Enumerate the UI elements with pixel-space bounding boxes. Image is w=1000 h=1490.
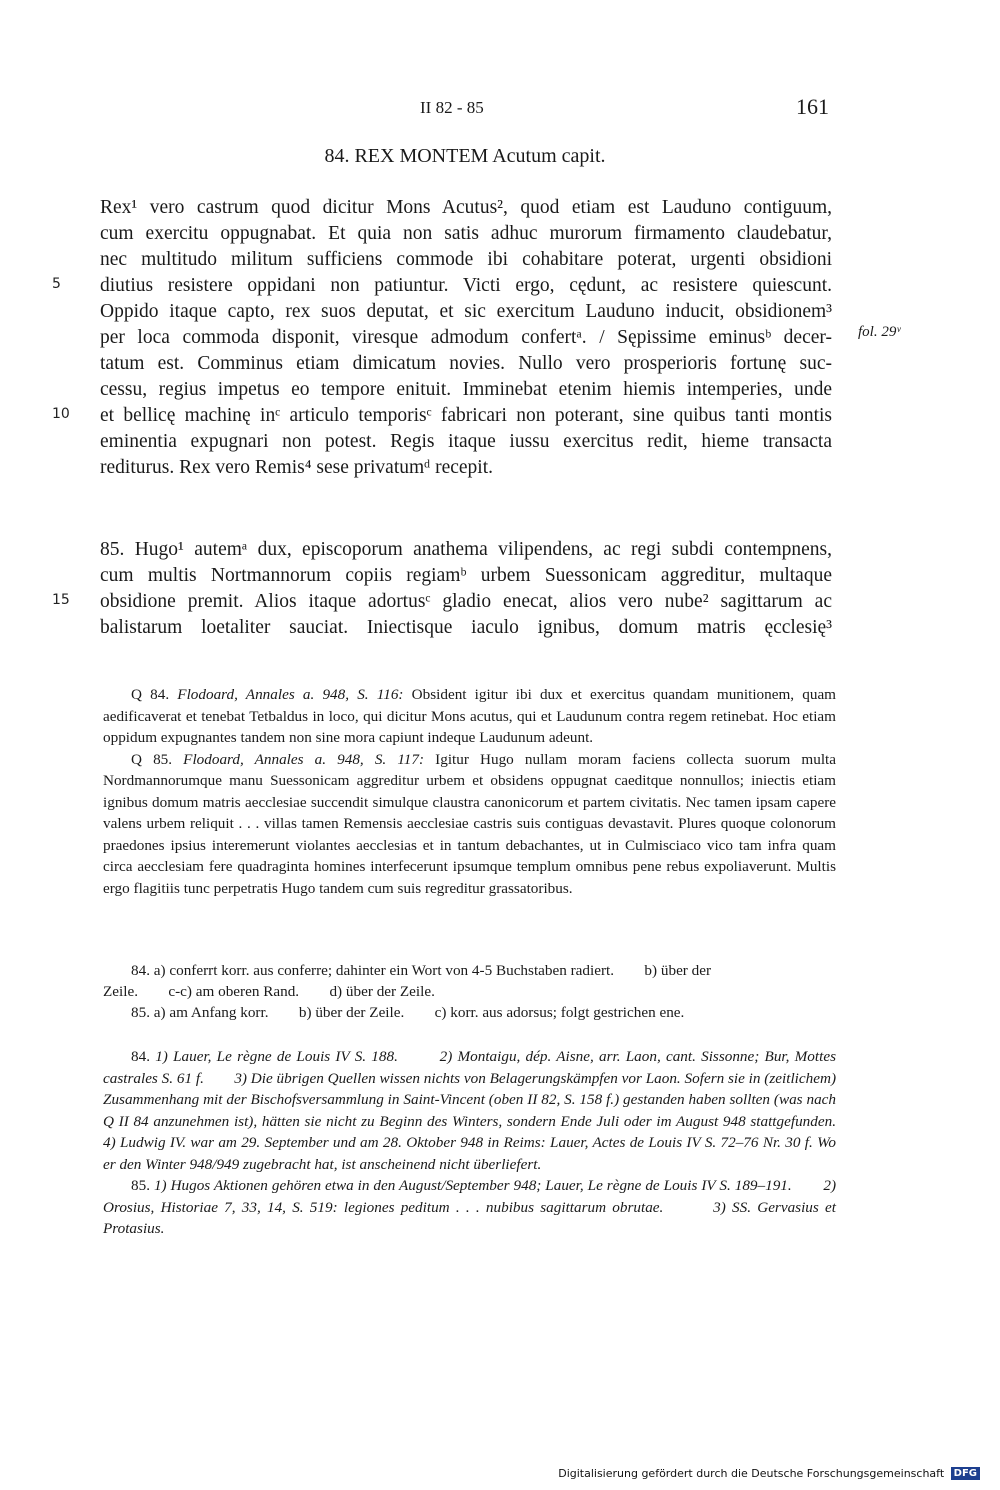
textual-apparatus <box>103 960 836 1023</box>
sources-block <box>103 684 836 899</box>
text-line: cum exercitu oppugnabat. Et quia non satis adhuc murorum firmamento claudebatur, <box>100 223 832 244</box>
text-line: et bellicę machinę inᶜ articulo temporisᶜ fabricari non poterant, sine quibus tanti montis <box>100 405 832 426</box>
dfg-logo: DFG <box>951 1467 980 1480</box>
line-number: 5 <box>52 276 61 292</box>
chapter-85-text <box>100 537 832 641</box>
text-line: eminentia expugnari non potest. Regis itaque iussu exercitus redit, hieme transacta <box>100 431 832 452</box>
line-number: 10 <box>52 406 70 422</box>
text-line: 85. Hugo¹ autemᵃ dux, episcoporum anathema vilipendens, ac regi subdi contempnens, <box>100 539 832 560</box>
line-number: 15 <box>52 592 70 608</box>
footer-text: Digitalisierung gefördert durch die Deutsche Forschungsgemeinschaft <box>558 1466 945 1480</box>
commentary-label: 85. <box>131 1177 150 1194</box>
source-label: Q 84. <box>131 686 170 703</box>
page-number: 161 <box>796 94 829 119</box>
text-line: Oppido itaque capto, rex suos deputat, et sic exercitum Lauduno inducit, obsidionem³ <box>100 301 832 322</box>
commentary-text: 1) Hugos Aktionen gehören etwa in den August/September 948; Lauer, Le règne de Louis IV S. 189–191. 2) Orosius, Historiae 7, 33, 14, S. 519: legiones peditum . . . nubibus sagittarum obrutae. 3) SS. Gervasius et Protasius. <box>103 1177 840 1237</box>
chapter-title: 84. REX MONTEM Acutum capit. <box>324 145 606 167</box>
source-text: Igitur Hugo nullam moram faciens collecta suorum multa Nordmannorumque manu Suessonicam aggreditur urbem et obsidens oppugnat caeditque nonnullos; iniectis etiam ignibus domum matris aecclesiae succendit simulque claustra canonicorum et partem civitatis. Nec tamen ipsam capere valens urbem reliquit . . . villas tamen Remensis aecclesiae castris suis contiguas devastavit. Plures quoque colonorum praedones ipsius interemerunt violantes aecclesias et in tantum debachantes, ut in Culmisciaco vico tam infra quam circa aecclesiam fere quadraginta homines interfecerunt ipsumque templum omnibus pene rebus expoliaverunt. Multis ergo flagitiis tunc perpetratis Hugo tandem cum suis regreditur grassatoribus. <box>103 750 836 897</box>
source-q84 <box>103 684 836 749</box>
source-reference: Flodoard, Annales a. 948, S. 117: <box>183 750 425 768</box>
text-line: per loca commoda disponit, viresque admodum confertᵃ. / Sępissime eminusᵇ decer- <box>100 327 832 348</box>
source-q85 <box>103 749 836 900</box>
text-line: Rex¹ vero castrum quod dicitur Mons Acutus², quod etiam est Lauduno contiguum, <box>100 197 832 218</box>
text-line: balistarum loetaliter sauciat. Iniectisque iaculo ignibus, domum matris ęcclesię³ <box>100 617 832 638</box>
apparatus-line: Zeile. c-c) am oberen Rand. d) über der Zeile. <box>103 983 435 1000</box>
source-reference: Flodoard, Annales a. 948, S. 116: <box>177 686 404 703</box>
commentary-84 <box>103 1046 867 1175</box>
digitization-footer <box>558 1467 980 1481</box>
commentary-text: 1) Lauer, Le règne de Louis IV S. 188. 2) Montaigu, dép. Aisne, arr. Laon, cant. Sissonne; Bur, Mottes castrales S. 61 f. 3) Die übrigen Quellen wissen nichts von Belagerungskämpfen vor Laon. Sofern sie in (zeitlichem) Zusammenhang mit der Bischofsversammlung in Saint-Vincent (oben II 82, S. 158 f.) gestanden haben sollten (was nach Q II 84 anzunehmen ist), hätten sie nicht zu Beginn des Winters, sondern Ende Juli oder im August 948 stattgefunden. 4) Ludwig IV. war am 29. September und am 28. Oktober 948 in Reims: Lauer, Actes de Louis IV S. 72–76 Nr. 30 f. Wo er den Winter 948/949 zugebracht hat, ist anscheinend nicht überliefert. <box>103 1048 867 1173</box>
text-line: cum multis Nortmannorum copiis regiamᵇ urbem Suessonicam aggreditur, multaque <box>100 565 832 586</box>
folio-mark: fol. 29ᵛ <box>858 324 901 340</box>
apparatus-line: 84. a) conferrt korr. aus conferre; dahinter ein Wort von 4-5 Buchstaben radiert. b) über der <box>131 962 712 979</box>
text-line: diutius resistere oppidani non patiuntur. Victi ergo, cędunt, ac resistere quiescunt. <box>100 275 832 296</box>
section-reference: II 82 - 85 <box>420 98 484 117</box>
source-text: Obsident igitur ibi dux et exercitus quandam munitionem, quam aedificaverat et tenebat Tetbaldus in loco, qui dicitur Mons acutus, qui et Laudunum contra regem retinebat. Hoc etiam oppidum expugnantes tandem non sine mora capiunt indeque Laudunum adeunt. <box>103 686 836 746</box>
chapter-84-text <box>100 195 832 481</box>
commentary-85 <box>103 1175 840 1240</box>
text-line: rediturus. Rex vero Remis⁴ sese privatumᵈ recepit. <box>100 457 494 478</box>
text-line: obsidione premit. Alios itaque adortusᶜ gladio enecat, alios vero nube² sagittarum ac <box>100 591 832 612</box>
text-line: nec multitudo militum sufficiens commode ibi cohabitare poterat, urgenti obsidioni <box>100 249 832 270</box>
text-line: tatum est. Comminus etiam dimicatum novies. Nullo vero prosperioris fortunę suc- <box>100 353 832 374</box>
source-label: Q 85. <box>131 750 173 768</box>
running-header <box>0 94 1000 122</box>
commentary-label: 84. <box>131 1048 150 1065</box>
commentary-block <box>103 1046 867 1240</box>
apparatus-line: 85. a) am Anfang korr. b) über der Zeile. c) korr. aus adorsus; folgt gestrichen ene. <box>131 1004 685 1021</box>
text-line: cessu, regius impetus eo tempore enituit. Imminebat etenim hiemis intemperies, unde <box>100 379 832 400</box>
